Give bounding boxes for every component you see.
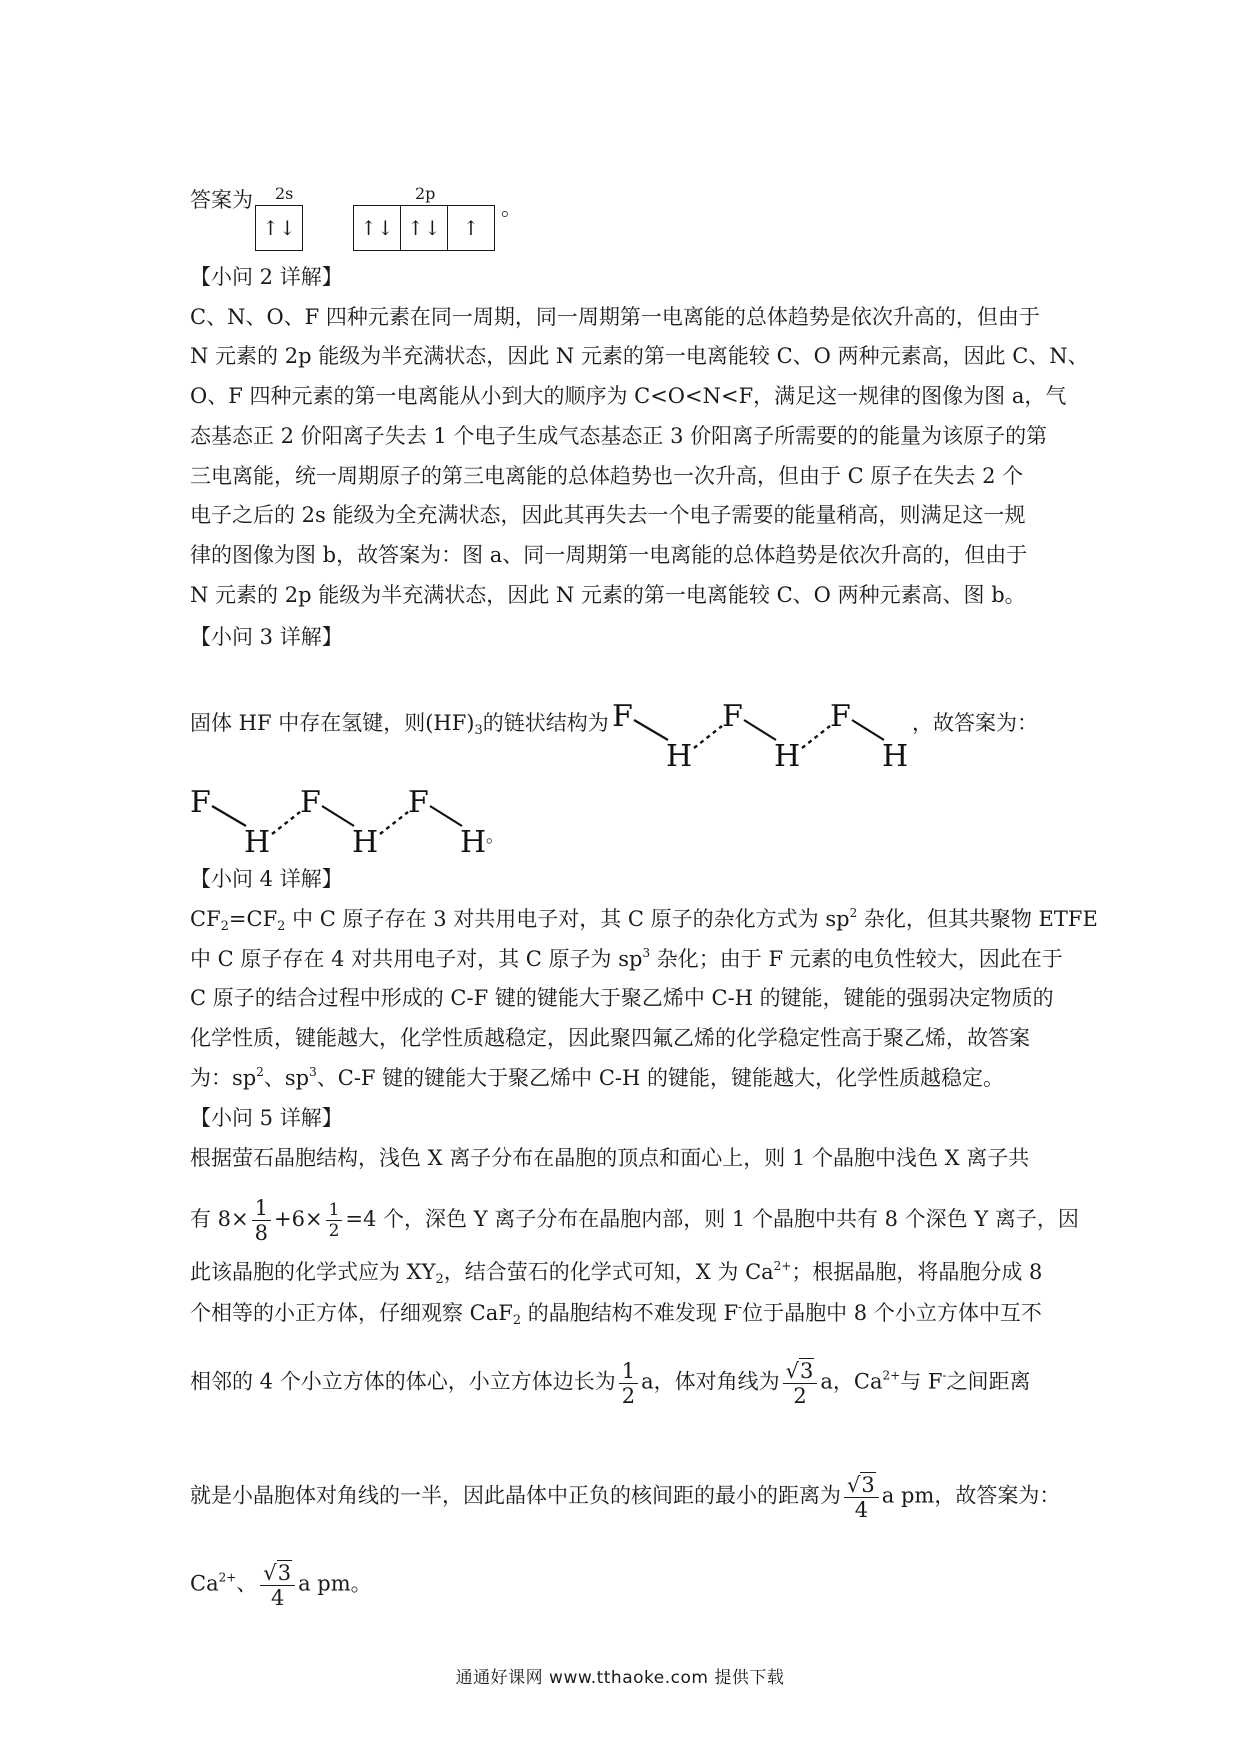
hf-chain-structure-1 (612, 690, 912, 774)
q5-l2-a: 有 8× (190, 1207, 249, 1231)
q4-l5-sup1: 2 (256, 1065, 264, 1079)
orbital-diagram (255, 184, 695, 255)
q4-line-3: C 原子的结合过程中形成的 C-F 键的键能大于聚乙烯中 C-H 的键能，键能的强弱决定物质的 (190, 986, 1054, 1010)
q5-line-6 (190, 1472, 1070, 1522)
q4-l1-sup: 2 (849, 906, 858, 920)
q4-l1-sub2: 2 (277, 919, 286, 934)
q4-line-2 (190, 944, 1070, 974)
q2-line-7: 律的图像为图 b，故答案为：图 a、同一周期第一电离能的总体趋势是依次升高的，但由于 (190, 543, 1028, 567)
q4-l5-sup2: 3 (309, 1065, 317, 1079)
q5-line-5 (190, 1358, 1070, 1408)
mol2-h1: H (244, 825, 271, 860)
hf-chain-structure-2 (190, 776, 504, 860)
q3-text-c: ，故答案为： (912, 711, 1038, 735)
q5-l6-b: a pm，故答案为： (881, 1483, 1061, 1508)
q5-line-1: 根据萤石晶胞结构，浅色 X 离子分布在晶胞的顶点和面心上，则 1 个晶胞中浅色 X 离子共 (190, 1146, 1030, 1170)
fraction-sqrt3-4-b (260, 1560, 295, 1610)
answer-prefix: 答案为 (190, 188, 253, 212)
q1-answer-line (190, 185, 1070, 245)
mol1-f2: F (722, 699, 743, 734)
frac-den: 4 (270, 1586, 285, 1610)
q5-l5-b: a，体对角线为 (641, 1369, 780, 1394)
q4-l1-sub1: 2 (220, 919, 229, 934)
q4-l2-a: 中 C 原子存在 4 对共用电子对，其 C 原子为 sp (190, 947, 643, 971)
q4-l1-a: CF (190, 907, 221, 931)
q4-heading: 【小问 4 详解】 (190, 867, 343, 891)
q5-l3-a: 此该晶胞的化学式应为 XY (190, 1260, 436, 1284)
q5-l4-a: 个相等的小正方体，仔细观察 CaF (190, 1301, 513, 1325)
q5-line-7 (190, 1560, 1070, 1610)
q3-end: 。 (486, 826, 504, 847)
q2-line-2: N 元素的 2p 能级为半充满状态，因此 N 元素的第一电离能较 C、O 两种元素高，因此 C、N、 (190, 344, 1089, 368)
mol2-h2: H (352, 825, 379, 860)
q5-l5-c: a，Ca (820, 1369, 883, 1394)
frac-num: 1 (619, 1359, 638, 1384)
q5-l2-c: =4 个，深色 Y 离子分布在晶胞内部，则 1 个晶胞中共有 8 个深色 Y 离子，因 (345, 1207, 1079, 1231)
q5-l3-sub: 2 (435, 1272, 444, 1287)
sqrt-radicand: 3 (800, 1359, 814, 1383)
q5-line-3 (190, 1257, 1070, 1287)
q5-l2-b: +6× (274, 1207, 323, 1231)
q5-l5-e: 之间距离 (946, 1369, 1031, 1394)
q5-l4-b: 的晶胞结构不难发现 F (521, 1301, 739, 1325)
mol2-h3: H (460, 825, 487, 860)
frac-den: 2 (328, 1221, 340, 1241)
q5-l3-b: ，结合萤石的化学式可知，X 为 Ca (443, 1260, 774, 1284)
q5-l5-d: 与 F (900, 1369, 943, 1394)
q2-line-5: 三电离能，统一周期原子的第三电离能的总体趋势也一次升高，但由于 C 原子在失去 2 个 (190, 464, 1024, 488)
q5-l3-sup: 2+ (773, 1259, 792, 1273)
q5-l7-b: 、 (236, 1571, 258, 1596)
page-footer: 通通好课网 www.tthaoke.com 提供下载 (455, 1668, 785, 1688)
q3-text-b: 的链状结构为 (482, 711, 609, 735)
q5-l4-c: 位于晶胞中 8 个小立方体中互不 (742, 1301, 1042, 1325)
q3-sub3: 3 (474, 723, 483, 738)
orbital-2s-label: 2s (275, 184, 294, 203)
q5-l5-a: 相邻的 4 个小立方体的体心，小立方体边长为 (190, 1369, 616, 1394)
fraction-1-2 (326, 1200, 343, 1241)
fraction-1-2-b (619, 1359, 638, 1408)
frac-num: 1 (326, 1200, 343, 1221)
q4-l5-a: 为：sp (190, 1066, 257, 1090)
q2-line-1: C、N、O、F 四种元素在同一周期，同一周期第一电离能的总体趋势是依次升高的，但由于 (190, 305, 1040, 329)
q4-l5-c: 、C-F 键的键能大于聚乙烯中 C-H 的键能，键能越大，化学性质越稳定。 (316, 1066, 1004, 1090)
fraction-sqrt3-4 (844, 1472, 879, 1522)
q4-l2-sup: 3 (642, 946, 651, 960)
orbital-box-2p-1: ↑↓ (353, 205, 401, 251)
q5-l4-sub: 2 (512, 1313, 522, 1328)
sqrt-sign: √3 (785, 1359, 814, 1383)
q4-line-5 (190, 1063, 1070, 1093)
q5-l4-sup: - (738, 1300, 743, 1314)
q2-line-4: 态基态正 2 价阳离子失去 1 个电子生成气态基态正 3 价阳离子所需要的的能量为该原子的第 (190, 424, 1048, 448)
q5-l5-sup1: 2+ (882, 1368, 901, 1383)
q2-line-6: 电子之后的 2s 能级为全充满状态，因此其再失去一个电子需要的能量稍高，则满足这一规 (190, 503, 1026, 527)
q5-line-2 (190, 1196, 1079, 1245)
mol2-f3: F (408, 785, 429, 820)
q4-l2-b: 杂化；由于 F 元素的电负性较大，因此在于 (650, 947, 1063, 971)
mol2-f1: F (190, 785, 211, 820)
sqrt-radicand: 3 (861, 1473, 875, 1497)
mol1-f1: F (612, 699, 633, 734)
frac-den: 4 (854, 1498, 869, 1522)
q2-line-3: O、F 四种元素的第一电离能从小到大的顺序为 C<O<N<F，满足这一规律的图像为图 a，气 (190, 384, 1067, 408)
mol1-h3: H (882, 739, 909, 774)
q4-l1-b: =CF (228, 907, 278, 931)
q4-l1-d: 杂化，但其共聚物 ETFE (857, 907, 1098, 931)
fraction-sqrt3-2 (783, 1358, 818, 1408)
q5-l7-sup: 2+ (218, 1570, 237, 1585)
q3-heading: 【小问 3 详解】 (190, 625, 343, 649)
mol2-f2: F (300, 785, 321, 820)
q2-heading: 【小问 2 详解】 (190, 265, 343, 289)
frac-den: 2 (793, 1384, 807, 1408)
q3-text-a: 固体 HF 中存在氢键，则(HF) (190, 711, 475, 735)
q5-l6-a: 就是小晶胞体对角线的一半，因此晶体中正负的核间距的最小的距离为 (190, 1483, 841, 1508)
sqrt-sign: √3 (263, 1561, 292, 1585)
q4-line-4: 化学性质，键能越大，化学性质越稳定，因此聚四氟乙烯的化学稳定性高于聚乙烯，故答案 (190, 1026, 1030, 1050)
mol1-h1: H (666, 739, 693, 774)
q5-line-4 (190, 1298, 1070, 1328)
q5-heading: 【小问 5 详解】 (190, 1106, 343, 1130)
frac-den: 8 (254, 1221, 269, 1245)
q2-line-8: N 元素的 2p 能级为半充满状态，因此 N 元素的第一电离能较 C、O 两种元素高、图 b。 (190, 583, 1026, 607)
frac-den: 2 (621, 1383, 636, 1408)
q4-l1-c: 中 C 原子存在 3 对共用电子对，其 C 原子的杂化方式为 sp (285, 907, 850, 931)
mol1-f3: F (830, 699, 851, 734)
orbital-2p-label: 2p (415, 184, 436, 203)
q5-l7-a: Ca (190, 1571, 219, 1596)
q4-line-1 (190, 904, 1098, 934)
q5-l3-c: ；根据晶胞，将晶胞分成 8 (791, 1260, 1043, 1284)
q5-l5-sup2: - (942, 1368, 947, 1383)
orbital-box-2p-3: ↑ (447, 205, 495, 251)
q1-end: 。 (501, 196, 522, 220)
sqrt-radicand: 3 (277, 1561, 292, 1585)
orbital-box-2s: ↑↓ (255, 205, 303, 251)
frac-num: 1 (252, 1196, 271, 1221)
orbital-box-2p-2: ↑↓ (400, 205, 448, 251)
q4-l5-b: 、sp (263, 1066, 310, 1090)
mol1-h2: H (774, 739, 801, 774)
q5-l7-c: a pm。 (298, 1571, 372, 1596)
fraction-1-8 (252, 1196, 271, 1245)
sqrt-sign: √3 (847, 1473, 875, 1497)
